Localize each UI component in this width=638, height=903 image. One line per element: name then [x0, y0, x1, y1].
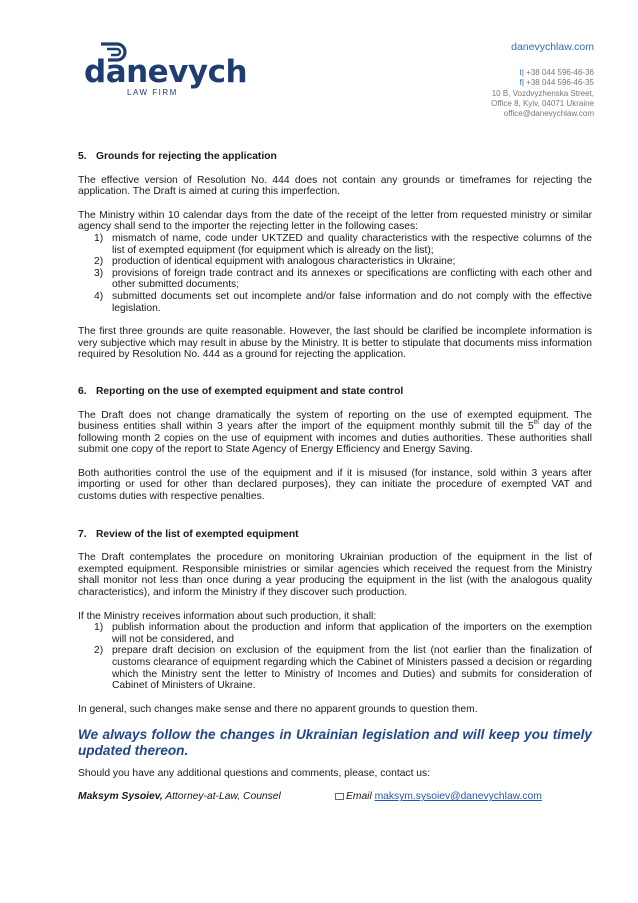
envelope-icon — [335, 793, 344, 800]
list-item-text: prepare draft decision on exclusion of the equipment from the list (not earlier than the finalization of customs clearance of equipment regarding which the Cabinet of Ministers passed a decision or regarding which the Ministry sent the letter to Ministry of Incomes and Duties) and submits for consideration of Cabinet of Ministers of Ukraine. — [112, 645, 592, 692]
section-number: 6. — [78, 385, 87, 397]
logo-wordmark: danevych — [84, 54, 248, 90]
firm-website[interactable]: danevychlaw.com — [511, 41, 594, 53]
list-item — [78, 622, 592, 645]
paragraph-text: The Draft does not change dramatically the system of reporting on the use of exempted equipment. The business entities shall within 3 years after the import of the equipment monthly submit till the 5 — [78, 409, 592, 433]
section-title: Review of the list of exempted equipment — [96, 528, 299, 540]
list-item-text: publish information about the production and inform that application of the importers on the exemption will not be considered, and — [112, 622, 592, 645]
list-number: 1) — [94, 622, 104, 634]
rejection-grounds-list — [78, 233, 592, 314]
email-link[interactable]: maksym.sysoiev@danevychlaw.com — [374, 791, 542, 803]
fax-label: f| — [519, 78, 524, 88]
list-number: 3) — [94, 267, 104, 279]
paragraph: The Draft contemplates the procedure on monitoring Ukrainian production of the equipment in the list of exempted equipment. Responsible ministries or similar agencies which received the request from the Ministry shall monitor not less than once during a year producing the equipment in the list (with the analogous quality characteristics), and inform the Ministry if they discover such production. — [78, 552, 592, 599]
section-number: 7. — [78, 528, 87, 540]
address-line-1: 10 B, Vozdvyzhenska Street, — [491, 88, 594, 98]
paragraph: The effective version of Resolution No. 444 does not contain any grounds or timeframes for rejecting the application. The Draft is aimed at curing this imperfection. — [78, 174, 592, 198]
signatory-name: Maksym Sysoiev, — [78, 791, 163, 803]
section-5-heading — [78, 151, 592, 163]
signatory-position: Attorney-at-Law, Counsel — [162, 791, 281, 803]
paragraph: In general, such changes make sense and there no apparent grounds to question them. — [78, 703, 478, 715]
fax-line — [491, 78, 594, 88]
section-6-heading — [78, 386, 592, 398]
firm-contacts — [491, 68, 594, 119]
paragraph — [78, 410, 592, 456]
closing-statement: We always follow the changes in Ukrainian legislation and will keep you timely updated thereon. — [78, 727, 592, 758]
list-number: 2) — [94, 256, 104, 268]
section-title: Grounds for rejecting the application — [96, 151, 277, 162]
contact-invitation: Should you have any additional questions and comments, please, contact us: — [78, 767, 431, 779]
list-number: 1) — [94, 232, 104, 244]
list-item — [78, 291, 592, 314]
paragraph: If the Ministry receives information about such production, it shall: — [78, 610, 377, 622]
fax-number: +38 044 596-46-35 — [526, 78, 594, 88]
list-item-text: provisions of foreign trade contract and its annexes or specifications are conflicting with each other and other submitted documents; — [112, 267, 592, 291]
list-item — [78, 645, 592, 691]
superscript: th — [533, 420, 539, 427]
document-body — [78, 151, 592, 803]
list-item-text: production of identical equipment with analogous characteristics in Ukraine; — [112, 256, 456, 268]
phone-label: t| — [519, 68, 524, 77]
office-email: office@danevychlaw.com — [503, 109, 594, 119]
ministry-actions-list — [78, 622, 592, 692]
list-number: 2) — [94, 645, 104, 657]
signature-line — [78, 791, 592, 803]
email-label: Email — [346, 791, 375, 803]
signatory — [78, 791, 281, 803]
list-item-text: submitted documents set out incomplete and/or false information and do not comply with the effective legislation. — [112, 290, 592, 314]
signatory-email — [335, 791, 542, 803]
list-number: 4) — [94, 290, 104, 302]
paragraph: The Ministry within 10 calendar days from the date of the receipt of the letter from requested ministry or similar agency shall send to the importer the rejecting letter in the following cases: — [78, 209, 592, 233]
paragraph-text: day of the following month 2 copies on the use of equipment with incomes and duties authorities. These authorities shall submit one copy of the report to State Agency of Energy Efficiency and Energy Saving. — [78, 421, 592, 456]
logo-subtitle: LAW FIRM — [127, 88, 178, 97]
list-item — [78, 256, 592, 268]
section-7-heading — [78, 529, 592, 541]
paragraph: The first three grounds are quite reasonable. However, the last should be clarified be incomplete information is very subjective which may result in abuse by the Ministry. It is better to stipulate that documents miss information required by Resolution No. 444 as a ground for rejecting the application. — [78, 326, 592, 361]
list-item — [78, 233, 592, 256]
phone-line — [491, 68, 594, 78]
paragraph: Both authorities control the use of the equipment and if it is misused (for instance, sold within 3 years after importing or used for other than declared purposes), they can initiate the procedure of exempted VAT and customs duties with respective penalties. — [78, 467, 592, 503]
section-title: Reporting on the use of exempted equipment and state control — [96, 385, 404, 397]
phone-number: +38 044 596-46-36 — [526, 68, 594, 77]
list-item — [78, 268, 592, 291]
section-number: 5. — [78, 151, 87, 162]
address-line-2: Office 8, Kyiv, 04071 Ukraine — [491, 98, 594, 108]
firm-logo — [84, 42, 248, 102]
list-item-text: mismatch of name, code under UKTZED and quality characteristics with the respective columns of the list of exempted equipment (for equipment which is already on the list); — [112, 232, 592, 256]
